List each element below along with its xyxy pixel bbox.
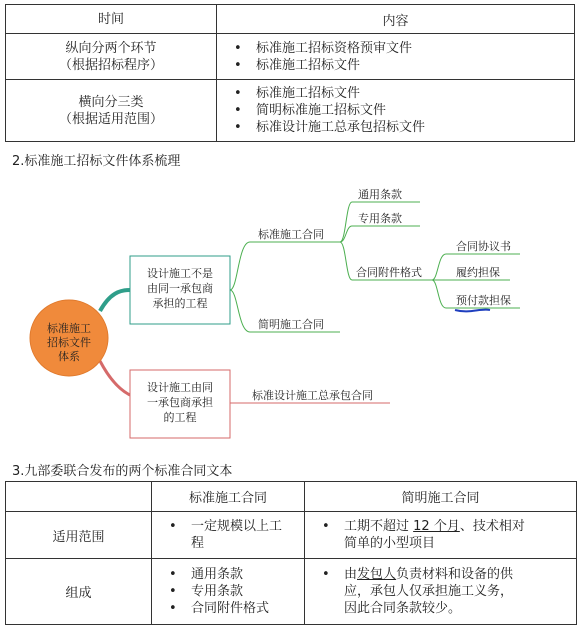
row-label-line: （根据适用范围） <box>58 111 163 127</box>
header-simple-contract: 简明施工合同 <box>305 482 577 512</box>
special-terms-label: 专用条款 <box>358 212 402 225</box>
connector-root-branch2 <box>100 361 130 395</box>
list-item: • 一定规模以上工 程 <box>191 518 303 552</box>
scope-simple-cell <box>305 512 577 559</box>
root-label-line: 体系 <box>58 350 80 363</box>
agreement-label: 合同协议书 <box>456 240 511 253</box>
header-empty <box>6 482 152 512</box>
list-item: • 标准设计施工总承包招标文件 <box>256 119 573 136</box>
simple-contract-label: 简明施工合同 <box>258 318 324 331</box>
table-row <box>6 80 575 142</box>
row-label-line: （根据招标程序） <box>58 57 163 73</box>
standard-contract-label: 标准施工合同 <box>258 228 324 241</box>
design-build-contract-label: 标准设计施工总承包合同 <box>252 389 373 402</box>
composition-standard-cell <box>152 559 305 625</box>
branch2-label-line: 设计施工由同 <box>147 381 213 394</box>
row-label-line: 纵向分两个环节 <box>65 40 157 56</box>
root-label-line: 标准施工 <box>47 322 91 335</box>
table-row <box>6 512 577 559</box>
row-label <box>6 80 217 142</box>
list-item: • 标准施工招标资格预审文件 <box>256 40 573 57</box>
row-label-scope: 适用范围 <box>6 512 152 559</box>
root-label-line: 招标文件 <box>47 336 91 349</box>
list-item: • 工期不超过 12 个月、技术相对 简单的小型项目 <box>344 518 575 552</box>
list-item: • 简明标准施工招标文件 <box>256 102 573 119</box>
table-header-row <box>6 482 577 512</box>
list-item: • 专用条款 <box>191 583 303 600</box>
list-item: • 通用条款 <box>191 566 303 583</box>
scope-standard-cell <box>152 512 305 559</box>
list-item: • 由发包人负责材料和设备的供 应，承包人仅承担施工义务， 因此合同条款较少。 <box>344 566 575 617</box>
list-item: • 标准施工招标文件 <box>256 85 573 102</box>
table-row <box>6 34 575 80</box>
table-header-row <box>6 5 575 34</box>
handwritten-underline-mark <box>455 310 490 312</box>
performance-bond-label: 履约担保 <box>456 266 500 279</box>
section-3-title: 3.九部委联合发布的两个标准合同文本 <box>12 464 233 479</box>
composition-simple-cell <box>305 559 577 625</box>
general-terms-label: 通用条款 <box>358 188 402 201</box>
row-content <box>217 80 575 142</box>
branch2-label-line: 一承包商承担 <box>147 396 213 409</box>
annex-format-label: 合同附件格式 <box>356 266 422 279</box>
header-time: 时间 <box>6 5 217 34</box>
connector-special-terms <box>340 226 420 242</box>
advance-bond-label: 预付款担保 <box>456 294 511 307</box>
table-row <box>6 559 577 625</box>
row-label <box>6 34 217 80</box>
branch1-label-line: 承担的工程 <box>152 297 208 310</box>
branch2-label-line: 的工程 <box>163 411 197 424</box>
branch1-label-line: 设计施工不是 <box>147 267 213 280</box>
header-content: 内容 <box>217 5 575 34</box>
row-label-composition: 组成 <box>6 559 152 625</box>
row-label-line: 横向分三类 <box>78 94 144 110</box>
connector-branch1-standard <box>230 242 340 290</box>
branch1-label-line: 由同一承包商 <box>147 282 213 295</box>
mindmap-diagram <box>0 170 582 450</box>
connector-root-branch1 <box>100 290 130 311</box>
list-item: • 标准施工招标文件 <box>256 57 573 74</box>
section-2-title: 2.标准施工招标文件体系梳理 <box>12 154 181 169</box>
classification-table <box>5 4 575 142</box>
list-item: • 合同附件格式 <box>191 600 303 617</box>
contract-comparison-table <box>5 481 577 625</box>
row-content <box>217 34 575 80</box>
header-standard-contract: 标准施工合同 <box>152 482 305 512</box>
